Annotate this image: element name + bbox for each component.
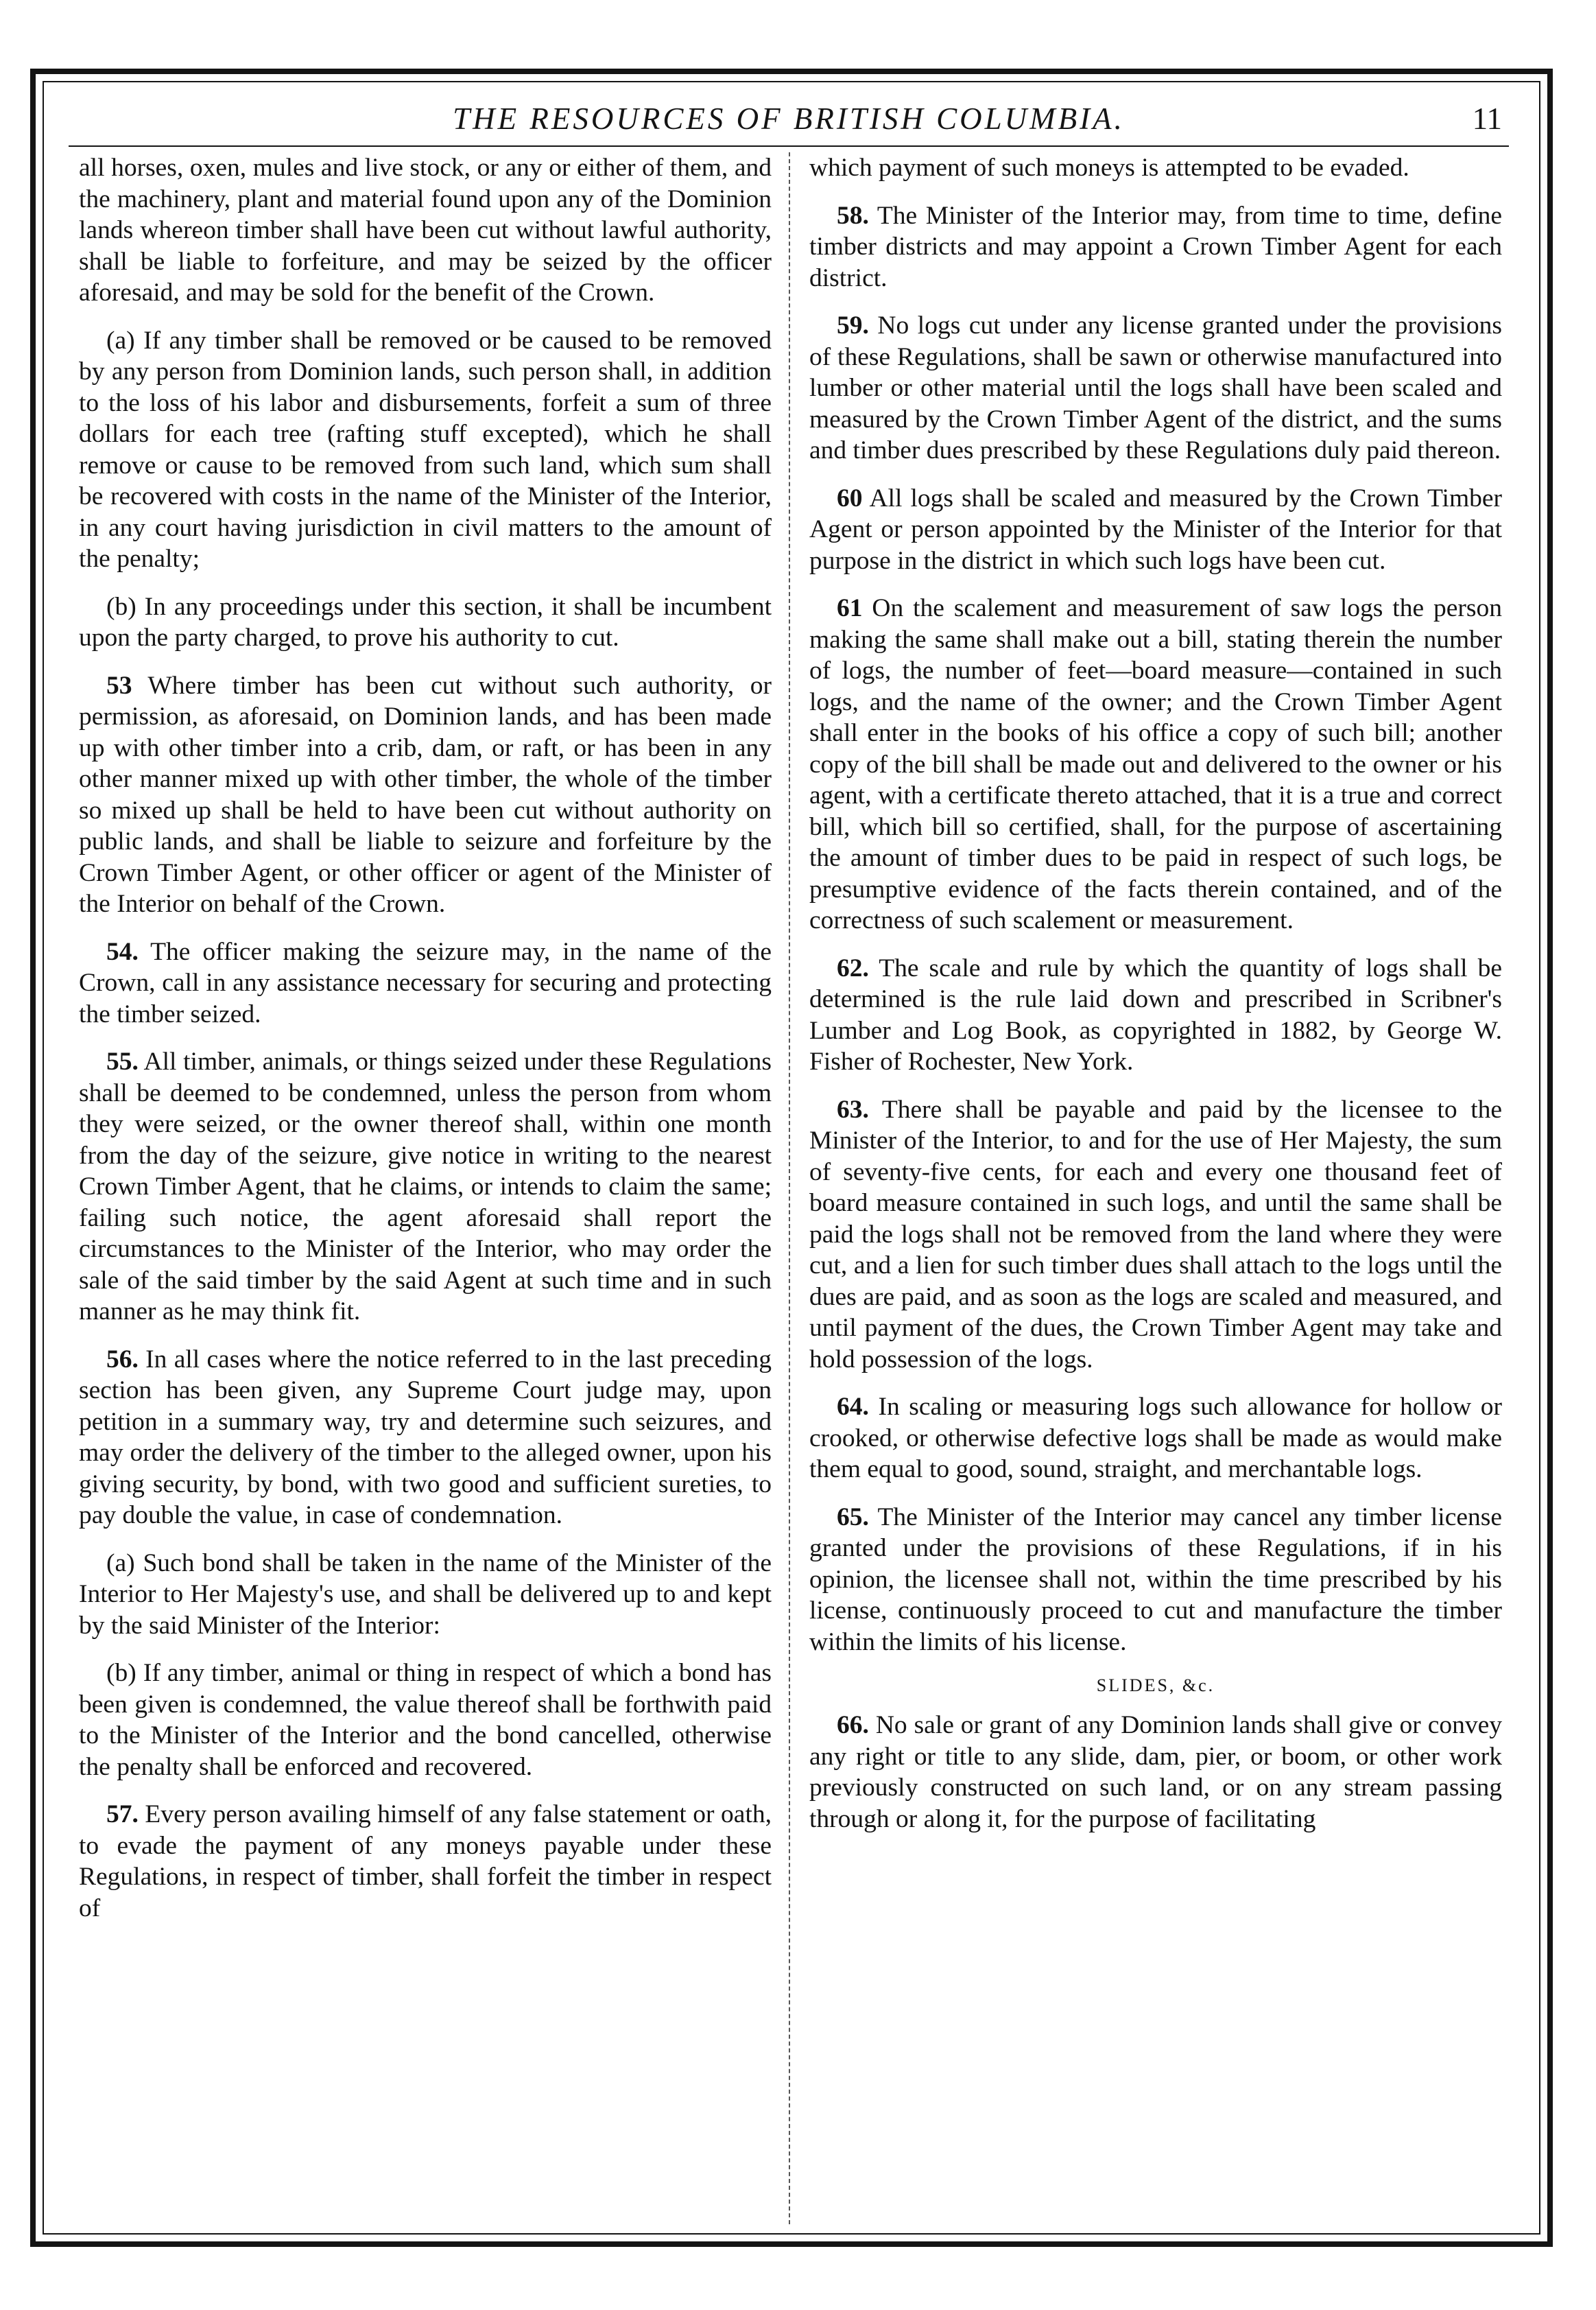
section-number: 65. [837, 1502, 869, 1531]
paragraph-text: Where timber has been cut without such authority, or permission, as aforesaid, on Dominion lands, and has been made up with other timber into a crib, dam, or raft, or has been in any other manner mixed up with other timber, the whole of the timber so mixed up shall be held to have been cut without authority on public lands, and shall be liable to seizure and forfeiture by the Crown Timber Agent, or other officer or agent of the Minister of the Interior on behalf of the Crown. [79, 671, 772, 918]
paragraph-text: The scale and rule by which the quantity of logs shall be determined is the rule laid down and prescribed in Scribner's Lumber and Log Book, as copyrighted in 1882, by George W. Fisher of Rochester, New York. [809, 954, 1502, 1076]
paragraph [809, 200, 1502, 294]
paragraph [79, 936, 772, 1030]
paragraph-text: In any proceedings under this section, it shall be incumbent upon the party charged, to prove his authority to cut. [79, 592, 772, 652]
paragraph [79, 670, 772, 920]
paragraph-text: If any timber, animal or thing in respect of which a bond has been given is condemned, the value thereof shall be forthwith paid to the Minister of the Interior and the bond cancelled, otherwise the penalty shall be enforced and recovered. [79, 1659, 772, 1781]
paragraph [809, 1710, 1502, 1835]
paragraph [79, 152, 772, 309]
section-number: 53 [106, 671, 132, 700]
paragraph [809, 953, 1502, 1078]
section-number: (a) [106, 1548, 135, 1577]
paragraph-text: In scaling or measuring logs such allowance for hollow or crooked, or otherwise defective logs shall be made as would make them equal to good, sound, straight, and merchantable logs. [809, 1393, 1502, 1483]
paragraph [79, 1046, 772, 1328]
section-number: 60 [837, 484, 863, 512]
section-number: 64. [837, 1393, 869, 1421]
header-rule [69, 145, 1509, 147]
section-number: 58. [837, 201, 869, 230]
paragraph-text: All timber, animals, or things seized under these Regulations shall be deemed to be condemned, unless the person from whom they were seized, or the owner thereof shall, within one month from the day of the seizure, give notice in writing to the nearest Crown Timber Agent, that he claims, or intends to claim the same; failing such notice, the agent aforesaid shall report the circumstances to the Minister of the Interior, who may order the sale of the said timber by the said Agent at such time and in such manner as he may think fit. [79, 1048, 772, 1325]
section-number: 61 [837, 594, 863, 622]
page-header [69, 98, 1509, 146]
running-title: THE RESOURCES OF BRITISH COLUMBIA. [453, 102, 1125, 136]
section-number: 54. [106, 937, 139, 966]
paragraph [79, 1344, 772, 1531]
section-number: 63. [837, 1095, 869, 1124]
paragraph [79, 325, 772, 575]
paragraph-text: Such bond shall be taken in the name of the Minister of the Interior to Her Majesty's use, and shall be delivered up to and kept by the said Minister of the Interior: [79, 1548, 772, 1640]
column-divider [789, 152, 790, 2224]
section-number: (a) [106, 326, 135, 355]
left-column [79, 152, 772, 2224]
section-number: 62. [837, 954, 869, 982]
paragraph [79, 1658, 772, 1782]
paragraph-text: The Minister of the Interior may, from time to time, define timber districts and may appoint a Crown Timber Agent for each district. [809, 201, 1502, 292]
paragraph-text: In all cases where the notice referred to in the last preceding section has been given, any Supreme Court judge may, upon petition in a summary way, try and determine such seizures, and may order the delivery of the timber to the alleged owner, upon his giving security, by bond, with two good and sufficient sureties, to pay double the value, in case of condemnation. [79, 1345, 772, 1529]
paragraph [79, 591, 772, 654]
paragraph [79, 1799, 772, 1924]
section-number: 56. [106, 1345, 139, 1374]
paragraph [809, 483, 1502, 577]
paragraph [809, 1094, 1502, 1376]
paragraph [809, 152, 1502, 184]
section-subheading: SLIDES, &c. [1096, 1675, 1215, 1695]
paragraph [79, 1548, 772, 1642]
right-column [809, 152, 1502, 2224]
paragraph-text: all horses, oxen, mules and live stock, or any or either of them, and the machinery, plant and material found upon any of the Dominion lands whereon timber shall have been cut without lawful authority, shall be liable to forfeiture, and may be seized by the officer aforesaid, and may be sold for the benefit of the Crown. [79, 154, 772, 307]
paragraph [809, 593, 1502, 936]
paragraph-text: There shall be payable and paid by the licensee to the Minister of the Interior, to and for the use of Her Majesty, the sum of seventy-five cents, for each and every one thousand feet of board measure contained in such logs, and until the same shall be paid the logs shall not be removed from the land where they were cut, and a lien for such timber dues shall attach to the logs until the dues are paid, and as soon as the logs are scaled and measured, and until payment of the dues, the Crown Timber Agent may take and hold possession of the logs. [809, 1095, 1502, 1374]
section-number: (b) [106, 1659, 136, 1687]
paragraph-text: which payment of such moneys is attempted to be evaded. [809, 154, 1409, 182]
section-number: 59. [837, 311, 869, 340]
paragraph-text: All logs shall be scaled and measured by the Crown Timber Agent or person appointed by the Minister of the Interior for that purpose in the district in which such logs have been cut. [809, 484, 1502, 575]
paragraph-text: Every person availing himself of any false statement or oath, to evade the payment of any moneys payable under these Regulations, in respect of timber, shall forfeit the timber in respect of [79, 1800, 772, 1922]
section-number: 57. [106, 1800, 139, 1828]
paragraph [809, 1502, 1502, 1658]
paragraph-text: On the scalement and measurement of saw logs the person making the same shall make out a bill, stating therein the number of logs, the number of feet—board measure—contained in such logs, and the name of the owner; and the Crown Timber Agent shall enter in the books of his office a copy of such bill; another copy of the bill shall be made out and delivered to the owner or his agent, with a certificate thereto attached, that it is a true and correct bill, which bill so certified, shall, for the purpose of ascertaining the amount of timber dues to be paid in respect of such logs, be presumptive evidence of the facts therein contained, and of the correctness of such scalement or measurement. [809, 594, 1502, 934]
section-number: (b) [106, 592, 136, 621]
section-number: 55. [106, 1048, 139, 1076]
section-number: 66. [837, 1711, 869, 1739]
paragraph [809, 310, 1502, 467]
paragraph-text: No logs cut under any license granted under the provisions of these Regulations, shall be sawn or otherwise manufactured into lumber or other material until the logs shall have been scaled and measured by the Crown Timber Agent of the district, and the sums and timber dues prescribed by these Regulations duly paid thereon. [809, 311, 1502, 464]
paragraph-text: The officer making the seizure may, in the name of the Crown, call in any assistance necessary for securing and protecting the timber seized. [79, 937, 772, 1028]
paragraph-text: The Minister of the Interior may cancel any timber license granted under the provisions of these Regulations, if in his opinion, the licensee shall not, within the time prescribed by his license, continuously proceed to cut and manufacture the timber within the limits of his license. [809, 1502, 1502, 1656]
paragraph [809, 1391, 1502, 1485]
paragraph-text: No sale or grant of any Dominion lands shall give or convey any right or title to any slide, dam, pier, or boom, or other work previously constructed on such land, or on any stream passing through or along it, for the purpose of facilitating [809, 1711, 1502, 1833]
page-number: 11 [1472, 102, 1502, 136]
paragraph-text: If any timber shall be removed or be caused to be removed by any person from Dominion lands, such person shall, in addition to the loss of his labor and disbursements, forfeit a sum of three dollars for each tree (rafting stuff excepted), which he shall remove or cause to be removed from such land, which sum shall be recovered with costs in the name of the Minister of the Interior, in any court having jurisdiction in civil matters to the amount of the penalty; [79, 326, 772, 573]
